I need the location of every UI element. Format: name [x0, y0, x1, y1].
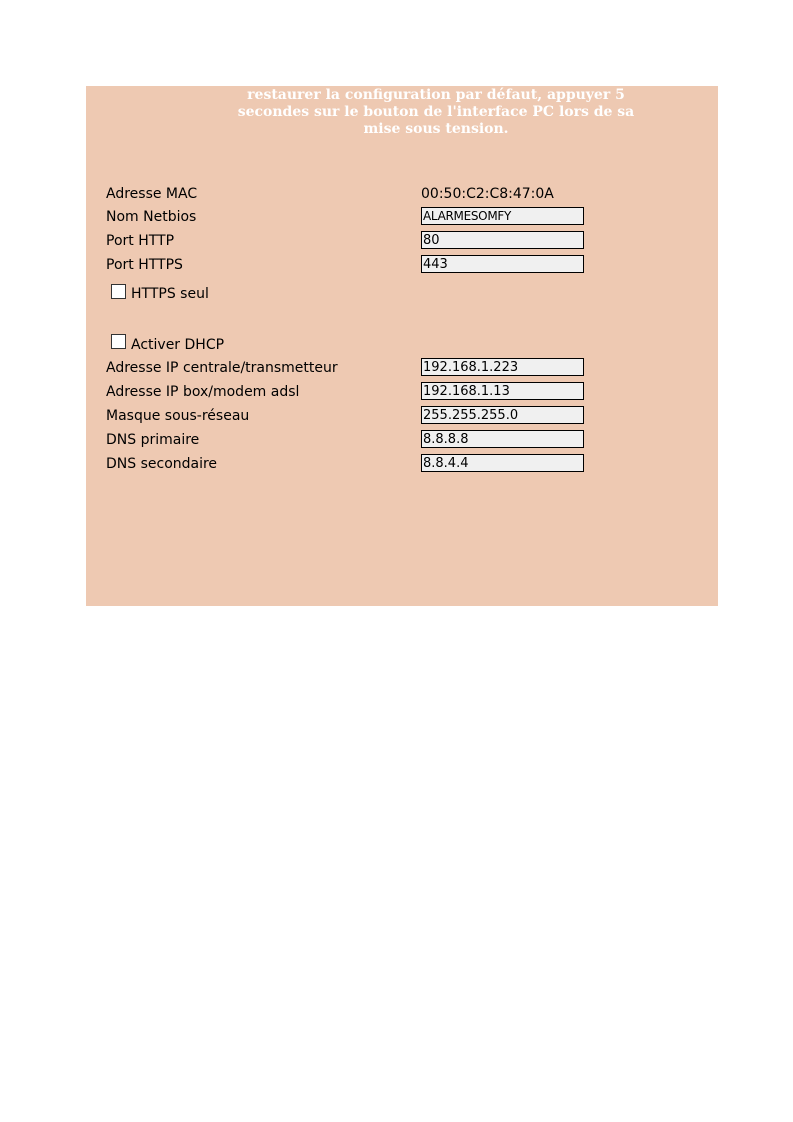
primary-dns-input[interactable]	[421, 430, 584, 448]
box-ip-input[interactable]	[421, 382, 584, 400]
notice-line-2: secondes sur le bouton de l'interface PC lors de sa	[237, 104, 635, 120]
https-only-checkbox[interactable]	[111, 284, 126, 299]
dhcp-label: Activer DHCP	[131, 337, 225, 353]
mac-address-value: 00:50:C2:C8:47:0A	[421, 186, 554, 202]
box-ip-label: Adresse IP box/modem adsl	[106, 384, 300, 400]
mac-address-label: Adresse MAC	[106, 186, 198, 202]
factory-reset-notice	[236, 87, 636, 138]
secondary-dns-input[interactable]	[421, 454, 584, 472]
primary-dns-label: DNS primaire	[106, 432, 200, 448]
dhcp-checkbox[interactable]	[111, 334, 126, 349]
https-port-label: Port HTTPS	[106, 257, 183, 273]
secondary-dns-label: DNS secondaire	[106, 456, 218, 472]
network-config-panel	[86, 86, 718, 606]
subnet-mask-label: Masque sous-réseau	[106, 408, 250, 424]
http-port-input[interactable]	[421, 231, 584, 249]
netbios-name-label: Nom Netbios	[106, 209, 197, 225]
subnet-mask-input[interactable]	[421, 406, 584, 424]
netbios-name-input[interactable]	[421, 207, 584, 225]
central-ip-input[interactable]	[421, 358, 584, 376]
https-only-label: HTTPS seul	[131, 286, 209, 302]
http-port-label: Port HTTP	[106, 233, 175, 249]
central-ip-label: Adresse IP centrale/transmetteur	[106, 360, 338, 376]
https-port-input[interactable]	[421, 255, 584, 273]
notice-line-3: mise sous tension.	[363, 121, 509, 137]
notice-line-1: restaurer la configuration par défaut, appuyer 5	[247, 87, 625, 103]
